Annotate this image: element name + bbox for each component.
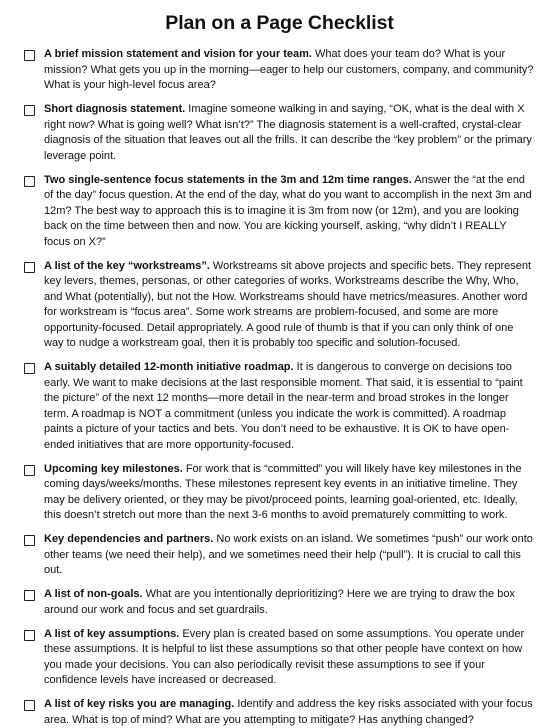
item-body: What are you intentionally deprioritizing? Here we are trying to draw the box around our work and focus and set guardrails. — [44, 588, 515, 616]
checklist-item-assumptions — [24, 627, 535, 689]
checkbox[interactable] — [24, 590, 35, 601]
item-heading: Two single-sentence focus statements in the 3m and 12m time ranges. — [44, 173, 412, 186]
item-text — [44, 259, 535, 352]
item-text — [44, 173, 535, 251]
checkbox[interactable] — [24, 630, 35, 641]
checklist-item-dependencies — [24, 532, 535, 579]
item-text — [44, 102, 535, 164]
item-heading: A list of non-goals. — [44, 588, 143, 600]
item-body: Answer the “at the end of the day” focus question. At the end of the day, what do you want to accomplish in the next 3m and 12m? The best way to approach this is to imagine it is 3m from now (or 12m), and you are looking back on the time between then and now. You are kicking yourself, asking, “why didn’t I REALLY focus on X?” — [44, 173, 532, 248]
checklist-item-workstreams — [24, 259, 535, 352]
item-text — [44, 532, 535, 579]
checklist-item-mission — [24, 47, 535, 94]
item-text — [44, 47, 535, 94]
item-heading: Short diagnosis statement. — [44, 103, 186, 115]
item-body: Imagine someone walking in and saying, “OK, what is the deal with X right now? What is going well? What isn’t?” The diagnosis statement is a well-crafted, crystal-clear diagnosis of the situation that leaves out all the frills. It can describe the “key problem” or the primary leverage point. — [44, 103, 532, 162]
item-heading: A suitably detailed 12-month initiative roadmap. — [44, 361, 294, 373]
checkbox[interactable] — [24, 363, 35, 374]
checklist-item-focus-statements — [24, 173, 535, 251]
item-body: Identify and address the key risks associated with your focus area. What is top of mind? What are you attempting to mitigate? Has anything changed? — [44, 698, 533, 726]
checklist-item-risks — [24, 697, 535, 728]
checklist — [24, 47, 535, 728]
checklist-item-diagnosis — [24, 102, 535, 164]
checklist-item-non-goals — [24, 587, 535, 618]
item-body: What does your team do? What is your mission? What gets you up in the morning—eager to help our customers, company, and community? What is your high-level focus area? — [44, 48, 534, 91]
checklist-item-milestones — [24, 462, 535, 524]
item-text — [44, 587, 535, 618]
checkbox[interactable] — [24, 176, 35, 187]
item-heading: A brief mission statement and vision for your team. — [44, 48, 312, 60]
item-body: It is dangerous to converge on decisions too early. We want to make decisions at the last responsible moment. That said, it is essential to “paint the picture” of the next 12 months—more detail in the near-term and broad strokes in the longer term. A roadmap is NOT a commitment (unless you indicate the work is committed). A roadmap paints a picture of your tactics and bets. You don’t need to be exhaustive. It is OK to have open-ended initiatives that are more opportunity-focused. — [44, 361, 523, 451]
checkbox[interactable] — [24, 50, 35, 61]
item-text — [44, 697, 535, 728]
item-text — [44, 627, 535, 689]
item-heading: Key dependencies and partners. — [44, 533, 214, 545]
item-body: Workstreams sit above projects and specific bets. They represent key levers, themes, personas, or other categories of works. Workstreams describe the Why, Who, and What (potentially), but not the How. Workstreams should have metrics/measures. Another word for workstream is “focus area”. Some work streams are problem-focused, and some are more opportunity-focused. Detail appropriately. A good rule of thumb is that if you can only think of one way to nudge a workstream goal, then it is probably too specific and solution-focused. — [44, 259, 532, 349]
item-heading: A list of key risks you are managing. — [44, 698, 235, 710]
item-body: For work that is “committed” you will likely have key milestones in the coming days/weeks/months. These milestones represent key events in an initiative timeline. They may be delivery oriented, or they may be pivot/proceed points, learning goal-oriented, etc. Ideally, this doesn’t stretch out more than the next 3-6 months to avoid prematurely committing to work. — [44, 462, 522, 521]
checkbox[interactable] — [24, 700, 35, 711]
item-text — [44, 360, 535, 453]
checklist-item-roadmap — [24, 360, 535, 453]
checkbox[interactable] — [24, 465, 35, 476]
item-heading: Upcoming key milestones. — [44, 462, 183, 475]
checkbox[interactable] — [24, 535, 35, 546]
item-heading: A list of the key “workstreams”. — [44, 259, 210, 272]
checkbox[interactable] — [24, 262, 35, 273]
item-body: Every plan is created based on some assumptions. You operate under these assumptions. It is helpful to list these assumptions so that other people have context on how you made your decisions. You can also periodically revisit these assumptions to see if your confidence levels have increased or decreased. — [44, 627, 525, 686]
item-heading: A list of key assumptions. — [44, 627, 180, 640]
item-text — [44, 462, 535, 524]
item-body: No work exists on an island. We sometimes “push” our work onto other teams (we need their help), and we sometimes need their help (“pull”). It is crucial to call this out. — [44, 533, 533, 576]
page-title: Plan on a Page Checklist — [165, 12, 394, 34]
checkbox[interactable] — [24, 105, 35, 116]
